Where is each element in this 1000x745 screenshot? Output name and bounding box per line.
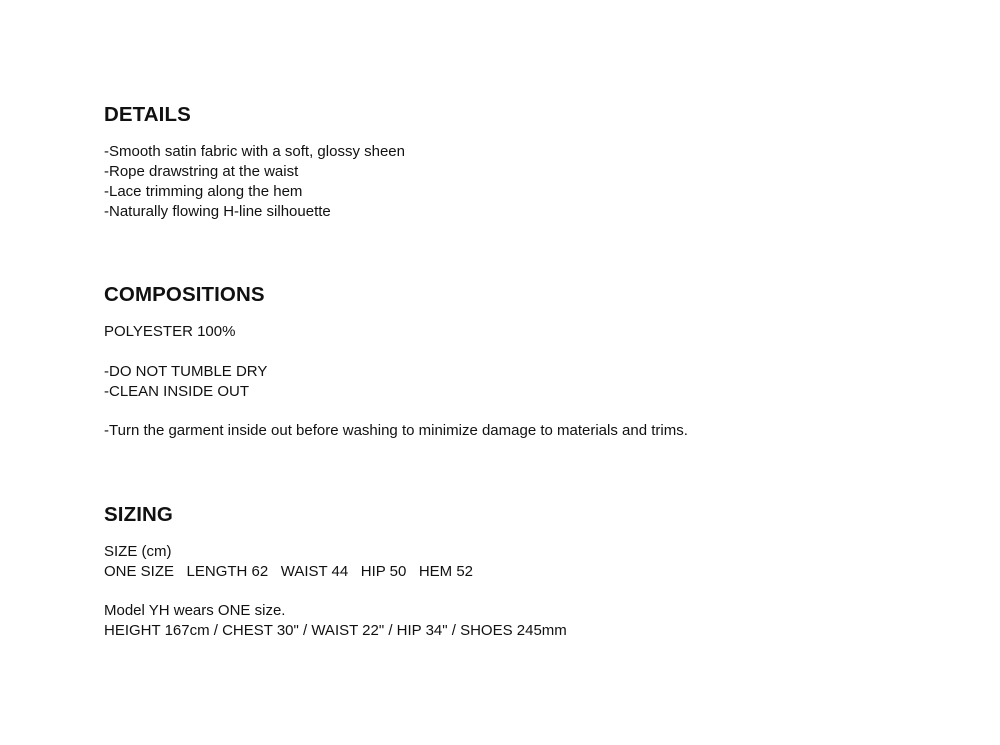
care-item: -CLEAN INSIDE OUT (104, 383, 250, 400)
details-item: -Naturally flowing H-line silhouette (104, 203, 331, 220)
size-unit-label: SIZE (cm) (104, 543, 172, 560)
care-item: -DO NOT TUMBLE DRY (104, 363, 268, 380)
material-text: POLYESTER 100% (104, 323, 236, 340)
details-item: -Lace trimming along the hem (104, 183, 303, 200)
care-note: -Turn the garment inside out before washing to minimize damage to materials and trims. (104, 422, 688, 439)
compositions-heading: COMPOSITIONS (104, 283, 265, 306)
size-measurements: ONE SIZE LENGTH 62 WAIST 44 HIP 50 HEM 52 (104, 563, 474, 580)
details-item: -Smooth satin fabric with a soft, glossy sheen (104, 143, 405, 160)
details-heading: DETAILS (104, 103, 191, 126)
sizing-heading: SIZING (104, 503, 173, 526)
model-stats-line: HEIGHT 167cm / CHEST 30" / WAIST 22" / HIP 34" / SHOES 245mm (104, 622, 567, 639)
details-item: -Rope drawstring at the waist (104, 163, 299, 180)
model-size-line: Model YH wears ONE size. (104, 602, 286, 619)
